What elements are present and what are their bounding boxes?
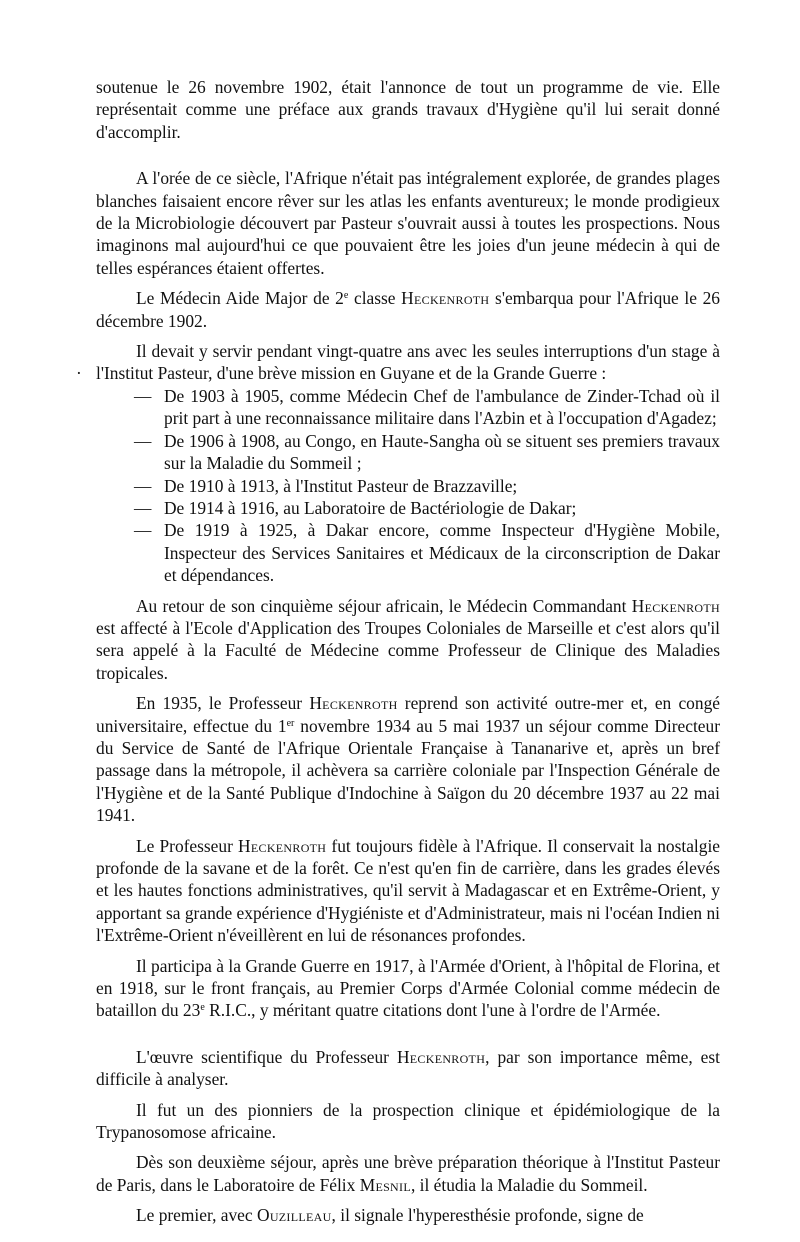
text-segment: reprend son activité outre-mer et, en congé universitaire, effectue du 1 — [96, 693, 720, 736]
text-segment: Le Professeur — [136, 835, 239, 856]
text-segment: Le Médecin Aide Major de 2 — [136, 288, 344, 309]
text-segment: fut toujours fidèle à l'Afrique. Il conservait la nostalgie profonde de la savane et de la forêt. Ce n'est qu'en fin de carrière, dans les grades élevés et les hautes fonctions administratives, qu'il servit à Madagascar et en Extrême-Orient, y apportant sa grande expérience d'Hygiéniste et d'Administrateur, mais ni l'océan Indien ni l'Extrême-Orient n'éveillèrent en lui de résonances profondes. — [96, 835, 721, 946]
text-segment: Il participa à la Grande Guerre en 1917, à l'Armée d'Orient, à l'hôpital de Florina, et en 1918, sur le front français, au Premier Corps d'Armée Colonial comme médecin de bataillon du 23 — [96, 955, 720, 1021]
person-name: Heckenroth — [238, 835, 327, 856]
person-name: Mesnil — [359, 1174, 411, 1195]
paragraph-hyperesthesia — [96, 1204, 720, 1226]
paragraph-thesis-intro: soutenue le 26 novembre 1902, était l'annonce de tout un programme de vie. Elle représentait comme une préface aux grands travaux d'Hygiène qu'il lui serait donné d'accomplir. — [96, 77, 720, 142]
text-segment: Dès son deuxième séjour, après une brève préparation théorique à l'Institut Pasteur de Paris, dans le Laboratoire de Félix — [96, 1152, 720, 1195]
person-name: Heckenroth — [401, 288, 490, 309]
paragraph-trypanosomiasis: Il fut un des pionniers de la prospection clinique et épidémiologique de la Trypanosomose africaine. — [96, 1099, 720, 1143]
list-dash: — — [134, 520, 152, 541]
list-item-text: De 1910 à 1913, à l'Institut Pasteur de Brazzaville; — [164, 475, 518, 496]
paragraph-loyalty-africa — [96, 835, 720, 947]
list-item-text: De 1919 à 1925, à Dakar encore, comme Inspecteur d'Hygiène Mobile, Inspecteur des Services Sanitaires et Médicaux de la circonscription de Dakar et dépendances. — [164, 520, 720, 586]
paragraph-scientific-work — [96, 1046, 720, 1091]
paragraph-great-war — [96, 955, 720, 1022]
list-dash: — — [134, 385, 152, 406]
text-segment: , il étudia la Maladie du Sommeil. — [410, 1174, 648, 1195]
person-name: Ouzilleau — [256, 1205, 332, 1226]
paragraph-overseas-1935 — [96, 692, 720, 826]
text-segment: R.I.C., y méritant quatre citations dont l'une à l'ordre de l'Armée. — [204, 1000, 661, 1021]
stray-ink-mark: · — [76, 363, 82, 383]
list-item-text: De 1914 à 1916, au Laboratoire de Bactériologie de Dakar; — [164, 497, 577, 518]
person-name: Heckenroth — [396, 1046, 486, 1067]
text-segment: novembre 1934 au 5 mai 1937 un séjour comme Directeur du Service de Santé de l'Afrique Orientale Française à Tananarive et, après un bref passage dans la métropole, il achèvera sa carrière coloniale par l'Inspection Générale de l'Hygiène et de la Santé Publique d'Indochine à Saïgon du 20 décembre 1937 au 22 mai 1941. — [96, 715, 720, 826]
list-item — [96, 519, 720, 586]
text-segment: Le premier, avec — [136, 1205, 257, 1226]
text-segment: Au retour de son cinquième séjour africain, le Médecin Commandant — [136, 595, 632, 616]
paragraph-service-overview: Il devait y servir pendant vingt-quatre ans avec les seules interruptions d'un stage à l'Institut Pasteur, d'une brève mission en Guyane et de la Grande Guerre : — [96, 341, 720, 384]
text-segment: s'embarqua pour l'Afrique le 26 décembre 1902. — [96, 288, 720, 331]
superscript: er — [286, 717, 295, 729]
text-segment: L'œuvre scientifique du Professeur — [136, 1046, 397, 1067]
paragraph-pasteur-training — [96, 1151, 720, 1196]
list-dash: — — [134, 475, 152, 496]
person-name: Heckenroth — [309, 693, 398, 714]
list-item-text: De 1906 à 1908, au Congo, en Haute-Sangha où se situent ses premiers travaux sur la Maladie du Sommeil ; — [164, 430, 720, 474]
list-dash: — — [134, 430, 152, 451]
paragraph-return-marseille — [96, 595, 720, 685]
list-item-text: De 1903 à 1905, comme Médecin Chef de l'ambulance de Zinder-Tchad où il prit part à une reconnaissance militaire dans l'Azbin et à l'occupation d'Agadez; — [164, 385, 720, 429]
list-item — [96, 430, 720, 475]
text-segment: En 1935, le Professeur — [136, 693, 310, 714]
text-segment: classe — [348, 288, 402, 309]
text-segment: est affecté à l'Ecole d'Application des Troupes Coloniales de Marseille et c'est alors qu'il sera appelé à la Faculté de Médecine comme Professeur de Clinique des Maladies tropicales. — [96, 617, 720, 683]
stations-list — [96, 385, 720, 587]
paragraph-embarkation — [96, 287, 720, 332]
list-item — [96, 385, 720, 430]
superscript: e — [343, 290, 349, 302]
text-segment: , par son importance même, est difficile à analyser. — [96, 1046, 720, 1090]
list-item — [96, 497, 720, 519]
superscript: e — [200, 1002, 205, 1014]
paragraph-africa-context: A l'orée de ce siècle, l'Afrique n'était pas intégralement explorée, de grandes plages blanches faisaient encore rêver sur les atlas les enfants aventureux; le monde prodigieux de la Microbiologie découvert par Pasteur s'ouvrait aussi à toutes les prospections. Nous imaginons mal aujourd'hui ce que pouvaient être les joies d'un jeune médecin à qui de telles espérances étaient offertes. — [96, 168, 720, 278]
text-segment: , il signale l'hyperesthésie profonde, signe de — [331, 1205, 644, 1226]
list-dash: — — [134, 497, 152, 518]
list-item — [96, 475, 720, 497]
person-name: Heckenroth — [631, 595, 720, 616]
